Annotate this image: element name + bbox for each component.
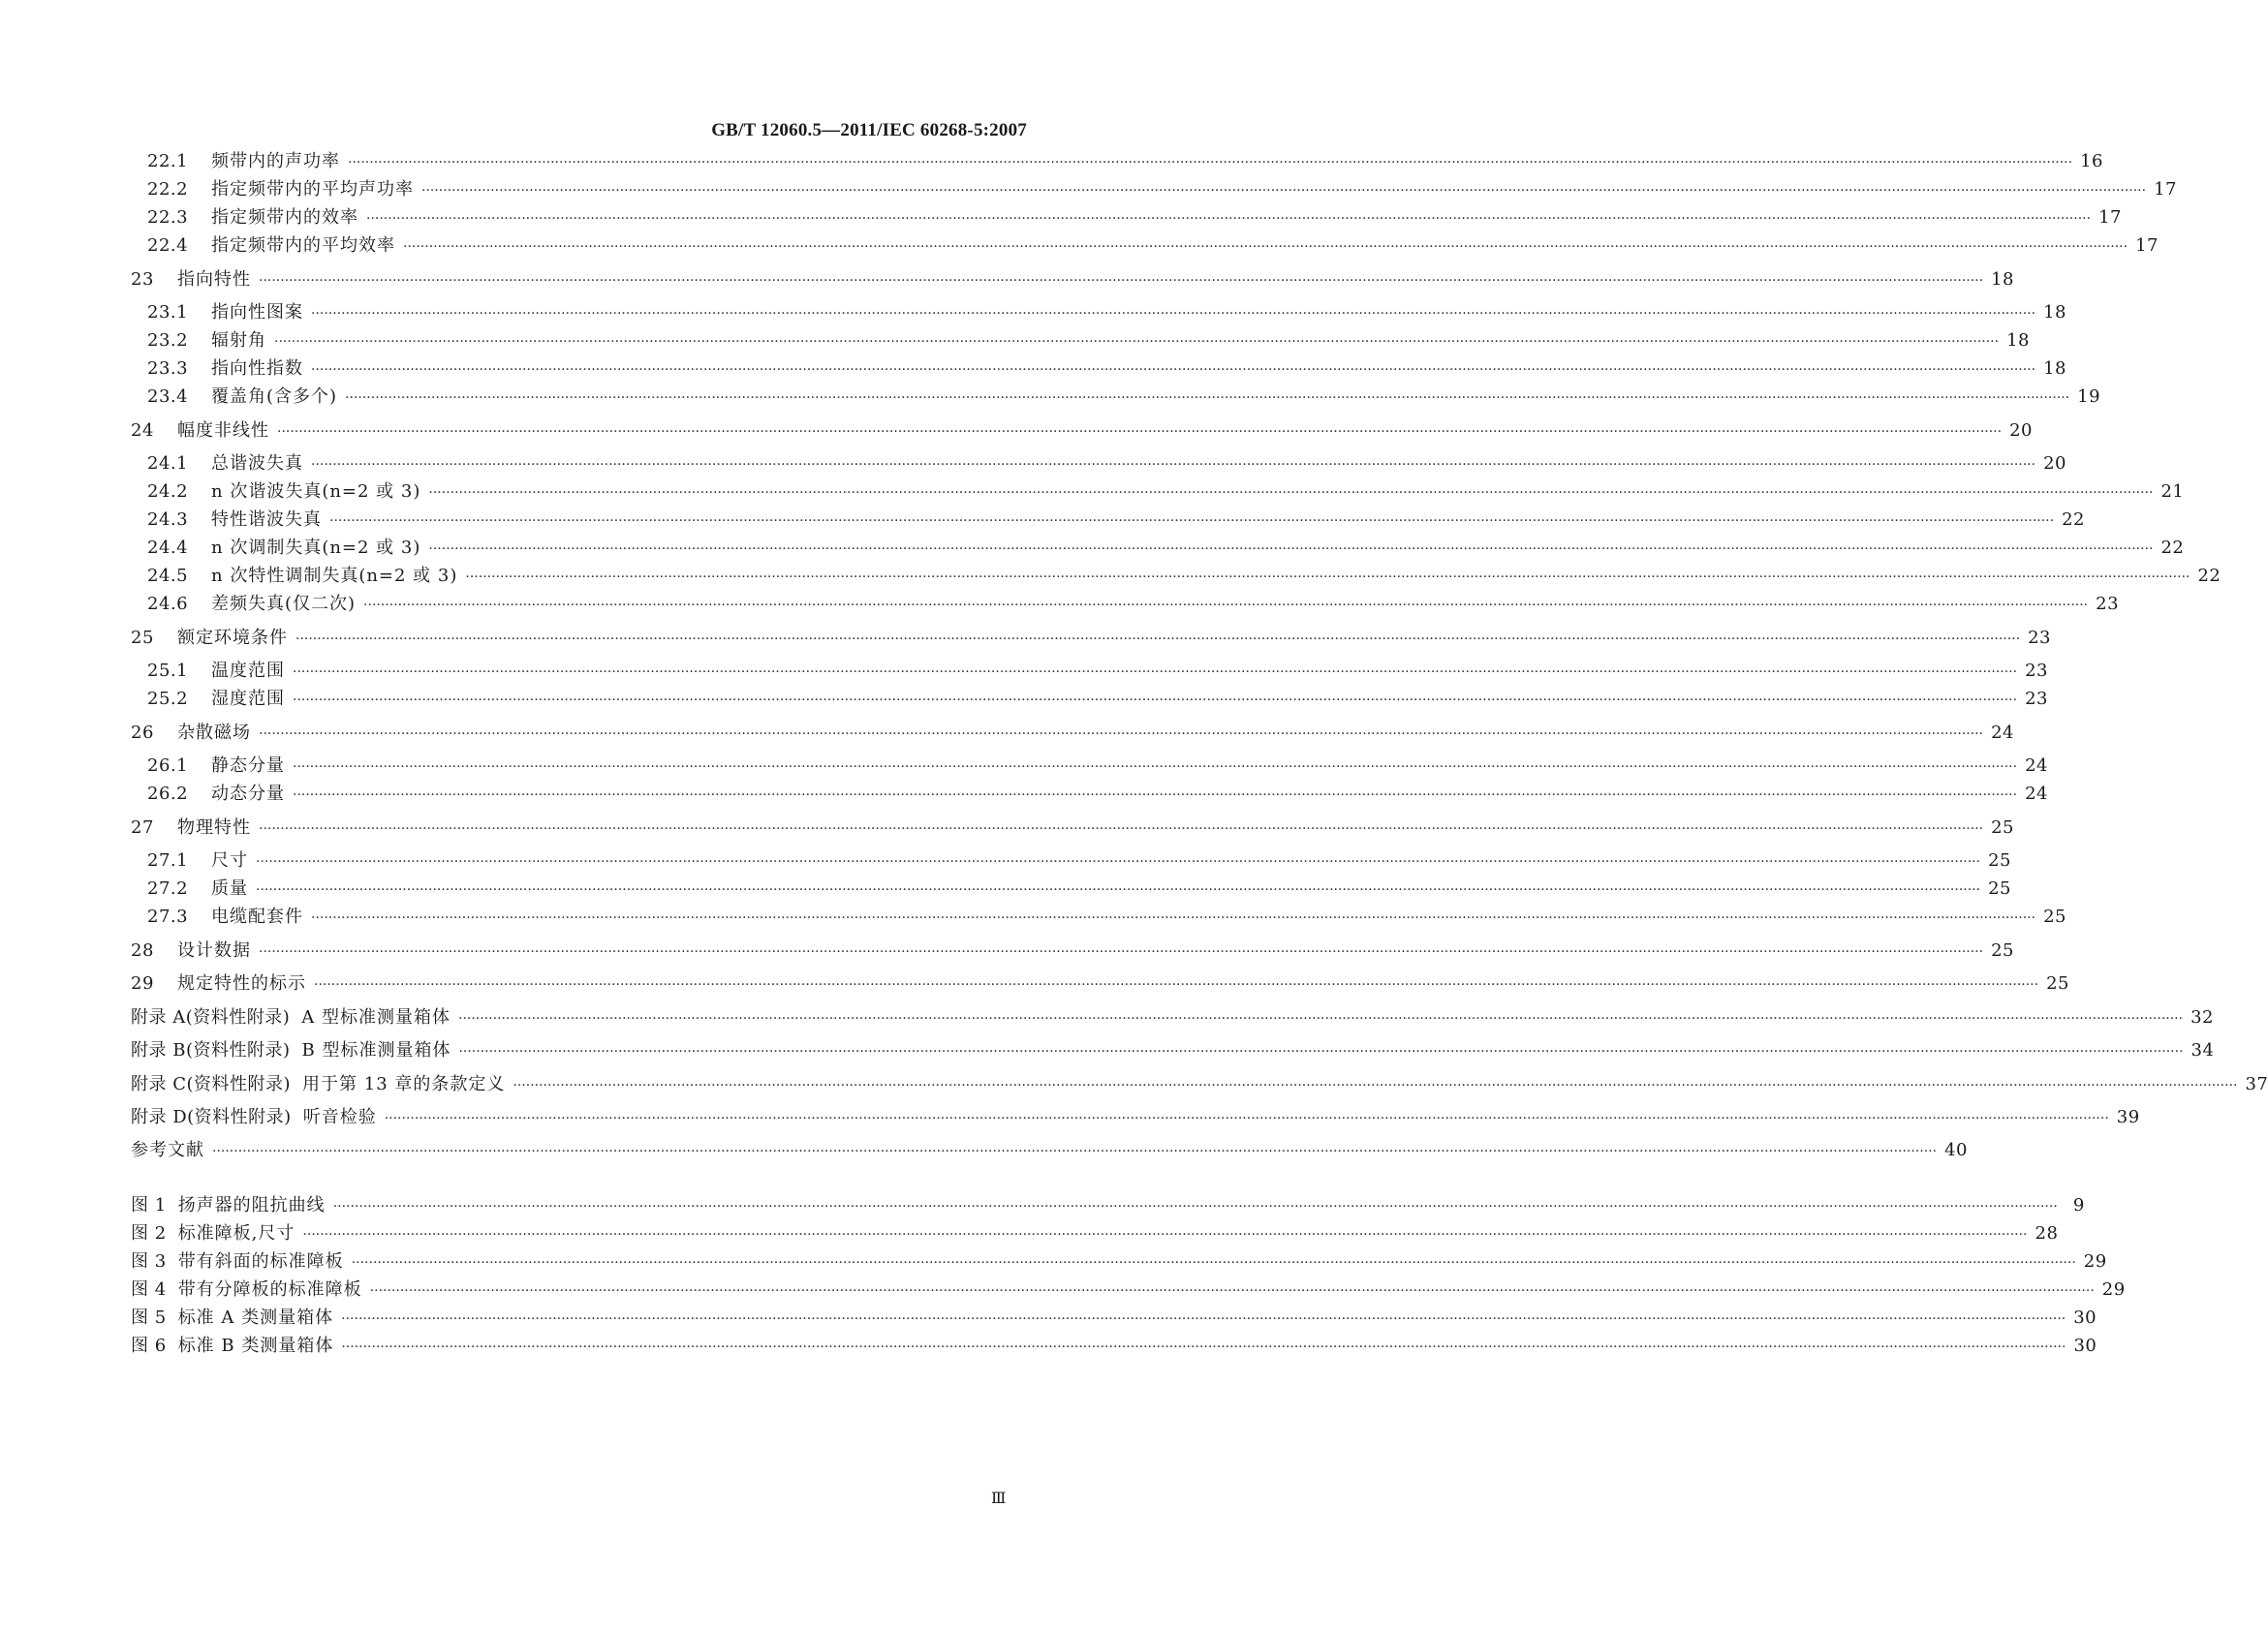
toc-entry-page: 25 — [1988, 878, 2011, 899]
toc-leader-dots: ················································································································································································································································································································································································································ — [403, 239, 2128, 255]
toc-entry-number: 图 5 — [131, 1308, 167, 1328]
toc-entry-page: 37 — [2245, 1074, 2268, 1094]
toc-leader-dots: ················································································································································································································································································································································································································ — [259, 726, 1984, 742]
toc-entry-title: 辐射角 — [211, 330, 266, 351]
toc-entry-number: 图 1 — [131, 1195, 167, 1216]
toc-leader-dots: ················································································································································································································································································································································································································ — [341, 1311, 2066, 1327]
toc-entry-title: 额定环境条件 — [177, 628, 288, 648]
toc-entry[interactable] — [131, 1305, 2097, 1332]
toc-entry-title: n 次谐波失真(n=2 或 3) — [211, 481, 421, 502]
toc-leader-dots: ················································································································································································································································································································································································································ — [351, 1255, 2076, 1271]
toc-entry[interactable] — [131, 625, 2051, 652]
toc-entry-title: 标准障板,尺寸 — [177, 1223, 295, 1244]
toc-leader-dots: ················································································································································································································································································································································································································ — [311, 910, 2036, 926]
toc-entry-number: 图 4 — [131, 1279, 167, 1300]
toc-leader-dots: ················································································································································································································································································································································································································ — [259, 944, 1984, 960]
toc-entry-title: 指向特性 — [177, 269, 251, 290]
toc-entry-page: 30 — [2073, 1336, 2097, 1356]
toc-leader-dots: ················································································································································································································································································································································································································ — [293, 787, 2018, 803]
toc-entry-page: 24 — [2025, 755, 2048, 776]
toc-entry-number: 26 — [131, 723, 154, 743]
toc-entry-title: 电缆配套件 — [211, 907, 303, 927]
toc-leader-dots: ················································································································································································································································································································································································································ — [311, 306, 2036, 322]
toc-leader-dots: ················································································································································································································································································································································································································ — [348, 155, 2073, 170]
toc-entry-title: 带有分障板的标准障板 — [177, 1279, 362, 1300]
toc-entry-page: 25 — [1988, 850, 2011, 871]
toc-entry[interactable] — [147, 176, 2177, 203]
toc-entry[interactable] — [131, 1333, 2097, 1360]
toc-entry-number: 24 — [131, 420, 154, 441]
toc-leader-dots: ················································································································································································································································································································································································································ — [259, 821, 1984, 837]
toc-entry-number: 27 — [131, 817, 154, 838]
toc-entry-title: B 型标准测量箱体 — [301, 1040, 451, 1061]
toc-entry-number: 24.6 — [147, 594, 189, 614]
toc-entry-page: 18 — [2043, 302, 2066, 323]
toc-entry-page: 22 — [2197, 566, 2221, 586]
toc-leader-dots: ················································································································································································································································································································································································································ — [293, 759, 2018, 775]
toc-entry[interactable] — [147, 355, 2066, 383]
toc-entry[interactable] — [147, 204, 2122, 231]
toc-leader-dots: ················································································································································································································································································································································································································ — [513, 1078, 2238, 1093]
toc-entry-number: 22.2 — [147, 179, 189, 200]
toc-entry-number: 26.2 — [147, 784, 189, 804]
toc-entry-number: 图 3 — [131, 1251, 167, 1272]
toc-entry[interactable] — [147, 148, 2103, 175]
toc-leader-dots: ················································································································································································································································································································································································································ — [421, 183, 2147, 199]
toc-entry-title: 用于第 13 章的条款定义 — [302, 1074, 506, 1094]
toc-entry-number: 22.3 — [147, 207, 189, 228]
standard-code-header: GB/T 12060.5—2011/IEC 60268-5:2007 — [711, 120, 1027, 140]
toc-entry-number: 23.2 — [147, 330, 189, 351]
toc-leader-dots: ················································································································································································································································································································································································································ — [428, 485, 2154, 501]
toc-leader-dots: ················································································································································································································································································································································································································ — [259, 273, 1984, 289]
toc-entry-title: 物理特性 — [177, 817, 251, 838]
toc-entry-page: 20 — [2009, 420, 2033, 441]
toc-entry-page: 22 — [2160, 538, 2185, 558]
toc-entry[interactable] — [131, 970, 2069, 998]
toc-entry-title: 静态分量 — [211, 755, 285, 776]
toc-entry-page: 25 — [1991, 940, 2014, 961]
toc-entry[interactable] — [131, 417, 2033, 445]
toc-entry-title: 覆盖角(含多个) — [211, 386, 338, 407]
toc-leader-dots: ················································································································································································································································································································································································································ — [384, 1111, 2109, 1126]
toc-entry-page: 23 — [2025, 661, 2048, 681]
toc-entry-page: 39 — [2116, 1107, 2140, 1127]
toc-entry-page: 9 — [2072, 1195, 2085, 1216]
toc-entry[interactable] — [147, 232, 2159, 260]
toc-entry-number: 27.1 — [147, 850, 189, 871]
toc-entry[interactable] — [131, 938, 2014, 965]
toc-entry[interactable] — [131, 266, 2014, 293]
toc-entry-page: 25 — [2043, 907, 2066, 927]
toc-entry-number: 附录 C(资料性附录) — [131, 1074, 292, 1094]
toc-entry[interactable] — [147, 478, 2185, 506]
toc-entry[interactable] — [131, 1277, 2126, 1304]
toc-entry-title: 指定频带内的平均效率 — [211, 235, 395, 256]
toc-entry-number: 29 — [131, 973, 154, 994]
toc-entry[interactable] — [147, 876, 2011, 903]
toc-leader-dots: ················································································································································································································································································································································································································ — [345, 390, 2070, 406]
toc-leader-dots: ················································································································································································································································································································································································································ — [302, 1227, 2028, 1243]
toc-entry-page: 23 — [2028, 628, 2051, 648]
toc-entry-page: 25 — [1991, 817, 2014, 838]
toc-entry[interactable] — [147, 781, 2048, 808]
toc-entry-page: 25 — [2046, 973, 2069, 994]
toc-entry[interactable] — [131, 815, 2014, 842]
toc-entry[interactable] — [131, 1192, 2085, 1219]
toc-leader-dots: ················································································································································································································································································································································································································ — [295, 631, 2021, 647]
toc-entry-number: 25 — [131, 628, 154, 648]
toc-entry[interactable] — [147, 591, 2120, 618]
toc-entry-page: 30 — [2073, 1308, 2097, 1328]
toc-entry-title: 总谐波失真 — [211, 453, 303, 474]
toc-entry-number: 28 — [131, 940, 154, 961]
toc-entry-title: 标准 A 类测量箱体 — [177, 1308, 334, 1328]
toc-entry-page: 18 — [2043, 358, 2066, 379]
toc-entry-number: 27.3 — [147, 907, 189, 927]
toc-entry-number: 23 — [131, 269, 154, 290]
toc-entry-number: 27.2 — [147, 878, 189, 899]
toc-entry-title: 指向性指数 — [211, 358, 303, 379]
toc-entry-title: 尺寸 — [211, 850, 248, 871]
toc-entry-title: A 型标准测量箱体 — [301, 1007, 450, 1028]
toc-entry[interactable] — [147, 535, 2185, 562]
toc-entry-title: 指定频带内的效率 — [211, 207, 358, 228]
toc-entry[interactable] — [131, 1037, 2215, 1064]
toc-leader-dots: ················································································································································································································································································································································································································ — [329, 513, 2055, 529]
toc-leader-dots: ················································································································································································································································································································································································································ — [311, 457, 2036, 473]
toc-entry-title: 湿度范围 — [211, 689, 285, 709]
toc-entry[interactable] — [147, 384, 2101, 411]
toc-entry-title: 带有斜面的标准障板 — [177, 1251, 344, 1272]
toc-entry-page: 16 — [2080, 151, 2103, 171]
toc-entry[interactable] — [147, 563, 2221, 590]
toc-entry-title: 温度范围 — [211, 661, 285, 681]
toc-entry-number: 附录 B(资料性附录) — [131, 1040, 291, 1061]
toc-entry-title: 设计数据 — [177, 940, 251, 961]
toc-entry-number: 24.5 — [147, 566, 189, 586]
toc-entry[interactable] — [131, 1104, 2140, 1131]
toc-entry-title: 杂散磁场 — [177, 723, 251, 743]
toc-entry[interactable] — [131, 1220, 2059, 1247]
toc-entry-number: 22.1 — [147, 151, 189, 171]
toc-entry-page: 22 — [2062, 509, 2085, 530]
toc-entry-page: 17 — [2154, 179, 2177, 200]
toc-entry-number: 24.4 — [147, 538, 189, 558]
toc-entry-title: 频带内的声功率 — [211, 151, 340, 171]
toc-leader-dots: ················································································································································································································································································································································································································ — [311, 362, 2036, 378]
toc-entry-page: 24 — [2025, 784, 2048, 804]
toc-entry-page: 20 — [2043, 453, 2066, 474]
toc-entry[interactable] — [147, 753, 2048, 780]
toc-entry-page: 28 — [2035, 1223, 2059, 1244]
toc-leader-dots: ················································································································································································································································································································································································································ — [277, 424, 2003, 440]
toc-entry-title: n 次特性调制失真(n=2 或 3) — [211, 566, 458, 586]
toc-entry-title: 指定频带内的平均声功率 — [211, 179, 414, 200]
toc-leader-dots: ················································································································································································································································································································································································································ — [314, 977, 2039, 993]
toc-entry[interactable] — [147, 299, 2066, 326]
toc-leader-dots: ················································································································································································································································································································································································································ — [274, 334, 2000, 350]
toc-entry-page: 23 — [2096, 594, 2120, 614]
toc-entry-number: 25.1 — [147, 661, 189, 681]
toc-entry-page: 32 — [2190, 1007, 2214, 1028]
toc-entry-page: 29 — [2101, 1279, 2126, 1300]
toc-entry[interactable] — [147, 904, 2066, 931]
toc-leader-dots: ················································································································································································································································································································································································································ — [363, 598, 2089, 613]
toc-entry-title: 特性谐波失真 — [211, 509, 322, 530]
toc-entry-title: n 次调制失真(n=2 或 3) — [211, 538, 421, 558]
toc-leader-dots: ················································································································································································································································································································································································································ — [369, 1283, 2095, 1299]
toc-entry-page: 34 — [2190, 1040, 2215, 1061]
toc-entry-page: 23 — [2025, 689, 2048, 709]
toc-entry-number: 24.3 — [147, 509, 189, 530]
toc-leader-dots: ················································································································································································································································································································································································································ — [458, 1044, 2184, 1060]
toc-leader-dots: ················································································································································································································································································································································································································ — [212, 1144, 1938, 1159]
toc-entry-title: 幅度非线性 — [177, 420, 269, 441]
toc-leader-dots: ················································································································································································································································································································································································································ — [256, 854, 1981, 870]
toc-leader-dots: ················································································································································································································································································································································································································ — [428, 541, 2154, 557]
toc-entry-page: 29 — [2083, 1251, 2107, 1272]
toc-entry-number: 23.1 — [147, 302, 189, 323]
toc-entry[interactable] — [147, 450, 2066, 477]
toc-entry-title: 质量 — [211, 878, 248, 899]
page-number: Ⅲ — [991, 1489, 1007, 1507]
toc-leader-dots: ················································································································································································································································································································································································································ — [293, 664, 2018, 680]
toc-leader-dots: ················································································································································································································································································································································································································ — [458, 1011, 2184, 1027]
toc-entry-number: 25.2 — [147, 689, 189, 709]
toc-entry-title: 动态分量 — [211, 784, 285, 804]
toc-leader-dots: ················································································································································································································································································································································································································ — [341, 1339, 2066, 1355]
toc-entry-page: 17 — [2135, 235, 2159, 256]
toc-entry-number: 图 2 — [131, 1223, 167, 1244]
toc-entry-title: 差频失真(仅二次) — [211, 594, 357, 614]
toc-entry[interactable] — [147, 327, 2030, 354]
toc-entry[interactable] — [131, 1071, 2268, 1098]
toc-entry[interactable] — [147, 507, 2085, 534]
toc-entry-title: 听音检验 — [302, 1107, 377, 1127]
toc-entry[interactable] — [131, 1248, 2107, 1276]
toc-entry-title: 标准 B 类测量箱体 — [177, 1336, 334, 1356]
toc-entry[interactable] — [147, 847, 2011, 875]
toc-entry-title: 参考文献 — [131, 1140, 204, 1160]
toc-leader-dots: ················································································································································································································································································································································································································ — [465, 569, 2190, 585]
toc-entry-number: 24.2 — [147, 481, 189, 502]
toc-entry-page: 19 — [2077, 386, 2101, 407]
toc-entry-page: 18 — [1991, 269, 2014, 290]
toc-entry-number: 24.1 — [147, 453, 189, 474]
toc-entry-page: 40 — [1944, 1140, 1968, 1160]
toc-entry[interactable] — [147, 686, 2048, 713]
toc-entry-page: 18 — [2006, 330, 2030, 351]
toc-entry-title: 扬声器的阻抗曲线 — [177, 1195, 326, 1216]
toc-entry-page: 21 — [2160, 481, 2185, 502]
toc-entry-title: 规定特性的标示 — [177, 973, 306, 994]
toc-entry-number: 23.4 — [147, 386, 189, 407]
toc-entry-number: 23.3 — [147, 358, 189, 379]
toc-leader-dots: ················································································································································································································································································································································································································ — [332, 1199, 2058, 1215]
toc-entry-number: 22.4 — [147, 235, 189, 256]
toc-entry[interactable] — [131, 1137, 1968, 1164]
toc-entry[interactable] — [147, 658, 2048, 685]
toc-entry-number: 附录 D(资料性附录) — [131, 1107, 292, 1127]
toc-entry-page: 24 — [1991, 723, 2014, 743]
toc-entry-page: 17 — [2098, 207, 2122, 228]
toc-leader-dots: ················································································································································································································································································································································································································ — [256, 882, 1981, 898]
toc-entry-title: 指向性图案 — [211, 302, 303, 323]
toc-entry-number: 图 6 — [131, 1336, 167, 1356]
toc-entry-number: 附录 A(资料性附录) — [131, 1007, 291, 1028]
toc-leader-dots: ················································································································································································································································································································································································································ — [366, 211, 2092, 227]
toc-entry[interactable] — [131, 1004, 2214, 1031]
toc-leader-dots: ················································································································································································································································································································································································································ — [293, 692, 2018, 708]
toc-entry[interactable] — [131, 720, 2014, 747]
toc-entry-number: 26.1 — [147, 755, 189, 776]
